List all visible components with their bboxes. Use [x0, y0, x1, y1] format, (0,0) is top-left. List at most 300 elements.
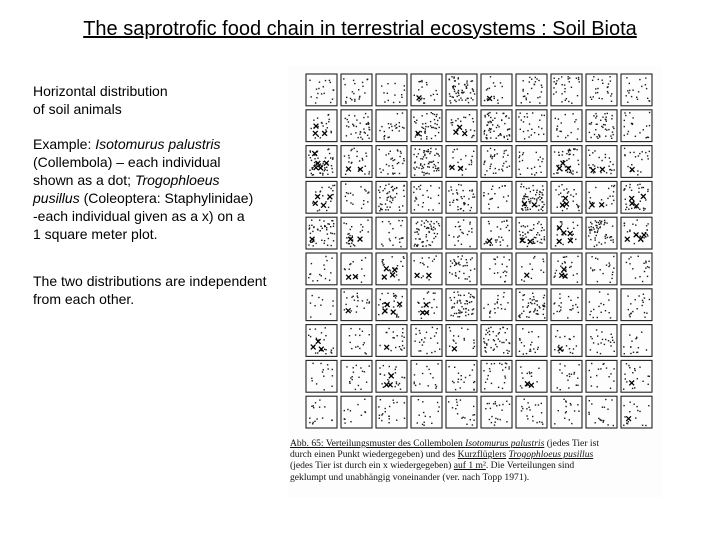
isotomurus-dot [605, 339, 606, 340]
isotomurus-dot [308, 335, 309, 336]
isotomurus-dot [457, 405, 458, 406]
isotomurus-dot [380, 299, 381, 300]
isotomurus-dot [529, 201, 530, 202]
isotomurus-dot [474, 381, 475, 382]
isotomurus-dot [648, 100, 649, 101]
isotomurus-dot [424, 102, 425, 103]
isotomurus-dot [350, 229, 351, 230]
isotomurus-dot [344, 418, 345, 419]
isotomurus-dot [469, 164, 470, 165]
isotomurus-dot [458, 373, 459, 374]
isotomurus-dot [360, 231, 361, 232]
isotomurus-dot [629, 402, 630, 403]
isotomurus-dot [384, 188, 385, 189]
isotomurus-dot [534, 310, 535, 311]
isotomurus-dot [537, 304, 538, 305]
isotomurus-dot [312, 280, 313, 281]
isotomurus-dot [454, 367, 455, 368]
isotomurus-dot [420, 185, 421, 186]
isotomurus-dot [457, 96, 458, 97]
isotomurus-dot [530, 344, 531, 345]
isotomurus-dot [361, 415, 362, 416]
isotomurus-dot [352, 194, 353, 195]
isotomurus-dot [596, 227, 597, 228]
isotomurus-dot [384, 135, 385, 136]
isotomurus-dot [468, 293, 469, 294]
isotomurus-dot [346, 125, 347, 126]
isotomurus-dot [555, 273, 556, 274]
isotomurus-dot [421, 138, 422, 139]
isotomurus-dot [598, 418, 599, 419]
isotomurus-dot [631, 341, 632, 342]
isotomurus-dot [590, 222, 591, 223]
isotomurus-dot [645, 84, 646, 85]
isotomurus-dot [573, 189, 574, 190]
isotomurus-dot [607, 409, 608, 410]
isotomurus-dot [570, 171, 571, 172]
isotomurus-dot [609, 157, 610, 158]
isotomurus-dot [605, 157, 606, 158]
isotomurus-dot [528, 317, 529, 318]
isotomurus-dot [487, 114, 488, 115]
isotomurus-dot [380, 172, 381, 173]
isotomurus-dot [470, 419, 471, 420]
isotomurus-dot [452, 151, 453, 152]
isotomurus-dot [458, 184, 459, 185]
isotomurus-dot [631, 190, 632, 191]
isotomurus-dot [572, 308, 573, 309]
isotomurus-dot [423, 167, 424, 168]
isotomurus-dot [519, 338, 520, 339]
grid-cell [516, 253, 547, 285]
isotomurus-dot [358, 385, 359, 386]
isotomurus-dot [472, 414, 473, 415]
isotomurus-dot [629, 367, 630, 368]
isotomurus-dot [562, 151, 563, 152]
isotomurus-dot [452, 202, 453, 203]
isotomurus-dot [490, 76, 491, 77]
trogophloeus-x [328, 194, 333, 199]
isotomurus-dot [632, 90, 633, 91]
isotomurus-dot [522, 210, 523, 211]
isotomurus-dot [500, 228, 501, 229]
isotomurus-dot [589, 123, 590, 124]
isotomurus-dot [454, 261, 455, 262]
isotomurus-dot [624, 225, 625, 226]
isotomurus-dot [568, 76, 569, 77]
isotomurus-dot [598, 222, 599, 223]
isotomurus-dot [424, 155, 425, 156]
grid-cell [621, 217, 652, 249]
isotomurus-dot [523, 131, 524, 132]
isotomurus-dot [575, 239, 576, 240]
isotomurus-dot [529, 123, 530, 124]
isotomurus-dot [558, 410, 559, 411]
isotomurus-dot [350, 246, 351, 247]
isotomurus-dot [309, 80, 310, 81]
isotomurus-dot [571, 309, 572, 310]
isotomurus-dot [567, 171, 568, 172]
isotomurus-dot [474, 196, 475, 197]
isotomurus-dot [483, 195, 484, 196]
isotomurus-dot [464, 196, 465, 197]
isotomurus-dot [462, 417, 463, 418]
isotomurus-dot [596, 124, 597, 125]
isotomurus-dot [324, 240, 325, 241]
isotomurus-dot [572, 113, 573, 114]
isotomurus-dot [400, 261, 401, 262]
isotomurus-dot [426, 366, 427, 367]
isotomurus-dot [569, 348, 570, 349]
isotomurus-dot [472, 296, 473, 297]
isotomurus-dot [507, 139, 508, 140]
isotomurus-dot [432, 113, 433, 114]
isotomurus-dot [508, 368, 509, 369]
isotomurus-dot [490, 132, 491, 133]
isotomurus-dot [490, 128, 491, 129]
isotomurus-dot [363, 344, 364, 345]
isotomurus-dot [495, 401, 496, 402]
isotomurus-dot [325, 327, 326, 328]
isotomurus-dot [539, 120, 540, 121]
isotomurus-dot [333, 223, 334, 224]
isotomurus-dot [466, 86, 467, 87]
isotomurus-dot [488, 204, 489, 205]
isotomurus-dot [388, 381, 389, 382]
isotomurus-dot [396, 383, 397, 384]
isotomurus-dot [437, 124, 438, 125]
isotomurus-dot [396, 381, 397, 382]
isotomurus-dot [612, 274, 613, 275]
isotomurus-dot [527, 207, 528, 208]
isotomurus-dot [428, 291, 429, 292]
isotomurus-dot [539, 234, 540, 235]
isotomurus-dot [501, 308, 502, 309]
isotomurus-dot [491, 198, 492, 199]
isotomurus-dot [500, 304, 501, 305]
isotomurus-dot [501, 120, 502, 121]
isotomurus-dot [613, 200, 614, 201]
isotomurus-dot [498, 207, 499, 208]
isotomurus-dot [471, 164, 472, 165]
isotomurus-dot [612, 272, 613, 273]
grid-cell [376, 253, 407, 285]
isotomurus-dot [434, 119, 435, 120]
isotomurus-dot [332, 300, 333, 301]
isotomurus-dot [531, 372, 532, 373]
isotomurus-dot [590, 197, 591, 198]
trogophloeus-x [641, 194, 646, 199]
isotomurus-dot [421, 306, 422, 307]
isotomurus-dot [364, 173, 365, 174]
isotomurus-dot [531, 230, 532, 231]
isotomurus-dot [519, 155, 520, 156]
isotomurus-dot [506, 167, 507, 168]
isotomurus-dot [467, 98, 468, 99]
isotomurus-dot [487, 378, 488, 379]
isotomurus-dot [648, 158, 649, 159]
isotomurus-dot [320, 230, 321, 231]
isotomurus-dot [426, 245, 427, 246]
isotomurus-dot [424, 226, 425, 227]
isotomurus-dot [415, 122, 416, 123]
isotomurus-dot [631, 164, 632, 165]
isotomurus-dot [366, 302, 367, 303]
isotomurus-dot [403, 127, 404, 128]
isotomurus-dot [326, 260, 327, 261]
isotomurus-dot [381, 383, 382, 384]
isotomurus-dot [400, 153, 401, 154]
isotomurus-dot [433, 161, 434, 162]
isotomurus-dot [312, 174, 313, 175]
isotomurus-dot [498, 135, 499, 136]
isotomurus-dot [495, 344, 496, 345]
isotomurus-dot [327, 170, 328, 171]
isotomurus-dot [421, 86, 422, 87]
isotomurus-dot [649, 299, 650, 300]
isotomurus-dot [382, 307, 383, 308]
isotomurus-dot [639, 153, 640, 154]
isotomurus-dot [387, 93, 388, 94]
isotomurus-dot [449, 205, 450, 206]
isotomurus-dot [431, 112, 432, 113]
isotomurus-dot [499, 187, 500, 188]
isotomurus-dot [322, 371, 323, 372]
isotomurus-dot [589, 192, 590, 193]
isotomurus-dot [639, 367, 640, 368]
isotomurus-dot [557, 126, 558, 127]
trogophloeus-x [557, 166, 562, 171]
isotomurus-dot [402, 220, 403, 221]
isotomurus-dot [541, 115, 542, 116]
isotomurus-dot [506, 135, 507, 136]
isotomurus-dot [330, 102, 331, 103]
isotomurus-dot [332, 375, 333, 376]
isotomurus-dot [643, 210, 644, 211]
isotomurus-dot [648, 384, 649, 385]
isotomurus-dot [315, 243, 316, 244]
isotomurus-dot [360, 123, 361, 124]
isotomurus-dot [324, 269, 325, 270]
isotomurus-dot [450, 315, 451, 316]
isotomurus-dot [474, 414, 475, 415]
isotomurus-dot [399, 156, 400, 157]
isotomurus-dot [458, 379, 459, 380]
isotomurus-dot [562, 263, 563, 264]
isotomurus-dot [399, 242, 400, 243]
isotomurus-dot [367, 201, 368, 202]
isotomurus-dot [379, 418, 380, 419]
grid-cell [586, 396, 617, 428]
isotomurus-dot [469, 276, 470, 277]
isotomurus-dot [330, 188, 331, 189]
isotomurus-dot [313, 405, 314, 406]
isotomurus-dot [509, 166, 510, 167]
isotomurus-dot [588, 412, 589, 413]
isotomurus-dot [422, 158, 423, 159]
isotomurus-dot [331, 350, 332, 351]
isotomurus-dot [455, 272, 456, 273]
isotomurus-dot [468, 231, 469, 232]
isotomurus-dot [429, 302, 430, 303]
isotomurus-dot [357, 297, 358, 298]
isotomurus-dot [378, 304, 379, 305]
isotomurus-dot [494, 149, 495, 150]
isotomurus-dot [503, 156, 504, 157]
isotomurus-dot [500, 241, 501, 242]
isotomurus-dot [591, 363, 592, 364]
isotomurus-dot [531, 129, 532, 130]
isotomurus-dot [326, 123, 327, 124]
isotomurus-dot [454, 313, 455, 314]
isotomurus-dot [414, 381, 415, 382]
isotomurus-dot [379, 415, 380, 416]
isotomurus-dot [470, 210, 471, 211]
isotomurus-dot [431, 229, 432, 230]
grid-cell [481, 217, 512, 249]
isotomurus-dot [353, 261, 354, 262]
isotomurus-dot [489, 168, 490, 169]
isotomurus-dot [558, 78, 559, 79]
grid-cell [341, 325, 372, 357]
isotomurus-dot [354, 83, 355, 84]
isotomurus-dot [540, 270, 541, 271]
isotomurus-dot [607, 237, 608, 238]
isotomurus-dot [520, 234, 521, 235]
isotomurus-dot [484, 115, 485, 116]
isotomurus-dot [465, 308, 466, 309]
isotomurus-dot [645, 137, 646, 138]
caption-line-4: geklumpt und unabhängig voneinander (ver. nach Topp 1971). [290, 471, 530, 483]
isotomurus-dot [471, 228, 472, 229]
isotomurus-dot [544, 303, 545, 304]
isotomurus-dot [311, 96, 312, 97]
isotomurus-dot [350, 377, 351, 378]
isotomurus-dot [325, 157, 326, 158]
isotomurus-dot [496, 335, 497, 336]
isotomurus-dot [528, 188, 529, 189]
isotomurus-dot [381, 293, 382, 294]
isotomurus-dot [526, 353, 527, 354]
isotomurus-dot [458, 262, 459, 263]
isotomurus-dot [454, 91, 455, 92]
isotomurus-dot [394, 188, 395, 189]
isotomurus-dot [367, 116, 368, 117]
isotomurus-dot [426, 234, 427, 235]
grid-cell [621, 396, 652, 428]
isotomurus-dot [524, 345, 525, 346]
isotomurus-dot [532, 416, 533, 417]
isotomurus-dot [471, 97, 472, 98]
isotomurus-dot [384, 374, 385, 375]
isotomurus-dot [542, 201, 543, 202]
isotomurus-dot [520, 366, 521, 367]
trogophloeus-x [563, 274, 568, 279]
isotomurus-dot [638, 347, 639, 348]
isotomurus-dot [451, 307, 452, 308]
trogophloeus-x [532, 202, 537, 207]
isotomurus-dot [389, 201, 390, 202]
isotomurus-dot [362, 139, 363, 140]
isotomurus-dot [646, 229, 647, 230]
isotomurus-dot [319, 407, 320, 408]
isotomurus-dot [449, 79, 450, 80]
isotomurus-dot [604, 236, 605, 237]
isotomurus-dot [308, 155, 309, 156]
isotomurus-dot [420, 158, 421, 159]
isotomurus-dot [597, 317, 598, 318]
isotomurus-dot [541, 197, 542, 198]
isotomurus-dot [608, 188, 609, 189]
isotomurus-dot [425, 173, 426, 174]
trogophloeus-x [318, 166, 323, 171]
isotomurus-dot [433, 94, 434, 95]
isotomurus-dot [430, 338, 431, 339]
isotomurus-dot [426, 84, 427, 85]
isotomurus-dot [426, 220, 427, 221]
isotomurus-dot [354, 115, 355, 116]
isotomurus-dot [450, 266, 451, 267]
isotomurus-dot [471, 160, 472, 161]
isotomurus-dot [462, 92, 463, 93]
isotomurus-dot [590, 123, 591, 124]
isotomurus-dot [321, 332, 322, 333]
isotomurus-dot [326, 167, 327, 168]
isotomurus-dot [541, 239, 542, 240]
isotomurus-dot [598, 79, 599, 80]
isotomurus-dot [604, 113, 605, 114]
isotomurus-dot [496, 405, 497, 406]
isotomurus-dot [457, 237, 458, 238]
isotomurus-dot [496, 112, 497, 113]
isotomurus-dot [382, 413, 383, 414]
isotomurus-dot [488, 221, 489, 222]
isotomurus-dot [434, 233, 435, 234]
isotomurus-dot [544, 115, 545, 116]
isotomurus-dot [472, 257, 473, 258]
isotomurus-dot [460, 295, 461, 296]
isotomurus-dot [426, 332, 427, 333]
isotomurus-dot [367, 220, 368, 221]
isotomurus-dot [597, 138, 598, 139]
isotomurus-dot [394, 125, 395, 126]
isotomurus-dot [497, 226, 498, 227]
isotomurus-dot [311, 220, 312, 221]
isotomurus-dot [325, 129, 326, 130]
isotomurus-dot [500, 134, 501, 135]
isotomurus-dot [393, 400, 394, 401]
isotomurus-dot [524, 294, 525, 295]
species-isotomurus: Isotomurus palustris [95, 136, 221, 152]
isotomurus-dot [603, 422, 604, 423]
isotomurus-dot [558, 345, 559, 346]
isotomurus-dot [359, 335, 360, 336]
isotomurus-dot [399, 306, 400, 307]
isotomurus-dot [345, 196, 346, 197]
isotomurus-dot [457, 193, 458, 194]
isotomurus-dot [495, 259, 496, 260]
isotomurus-dot [504, 271, 505, 272]
isotomurus-dot [386, 154, 387, 155]
isotomurus-dot [538, 126, 539, 127]
isotomurus-dot [448, 366, 449, 367]
isotomurus-dot [436, 114, 437, 115]
isotomurus-dot [324, 389, 325, 390]
isotomurus-dot [315, 328, 316, 329]
isotomurus-dot [434, 293, 435, 294]
isotomurus-dot [463, 273, 464, 274]
isotomurus-dot [540, 172, 541, 173]
